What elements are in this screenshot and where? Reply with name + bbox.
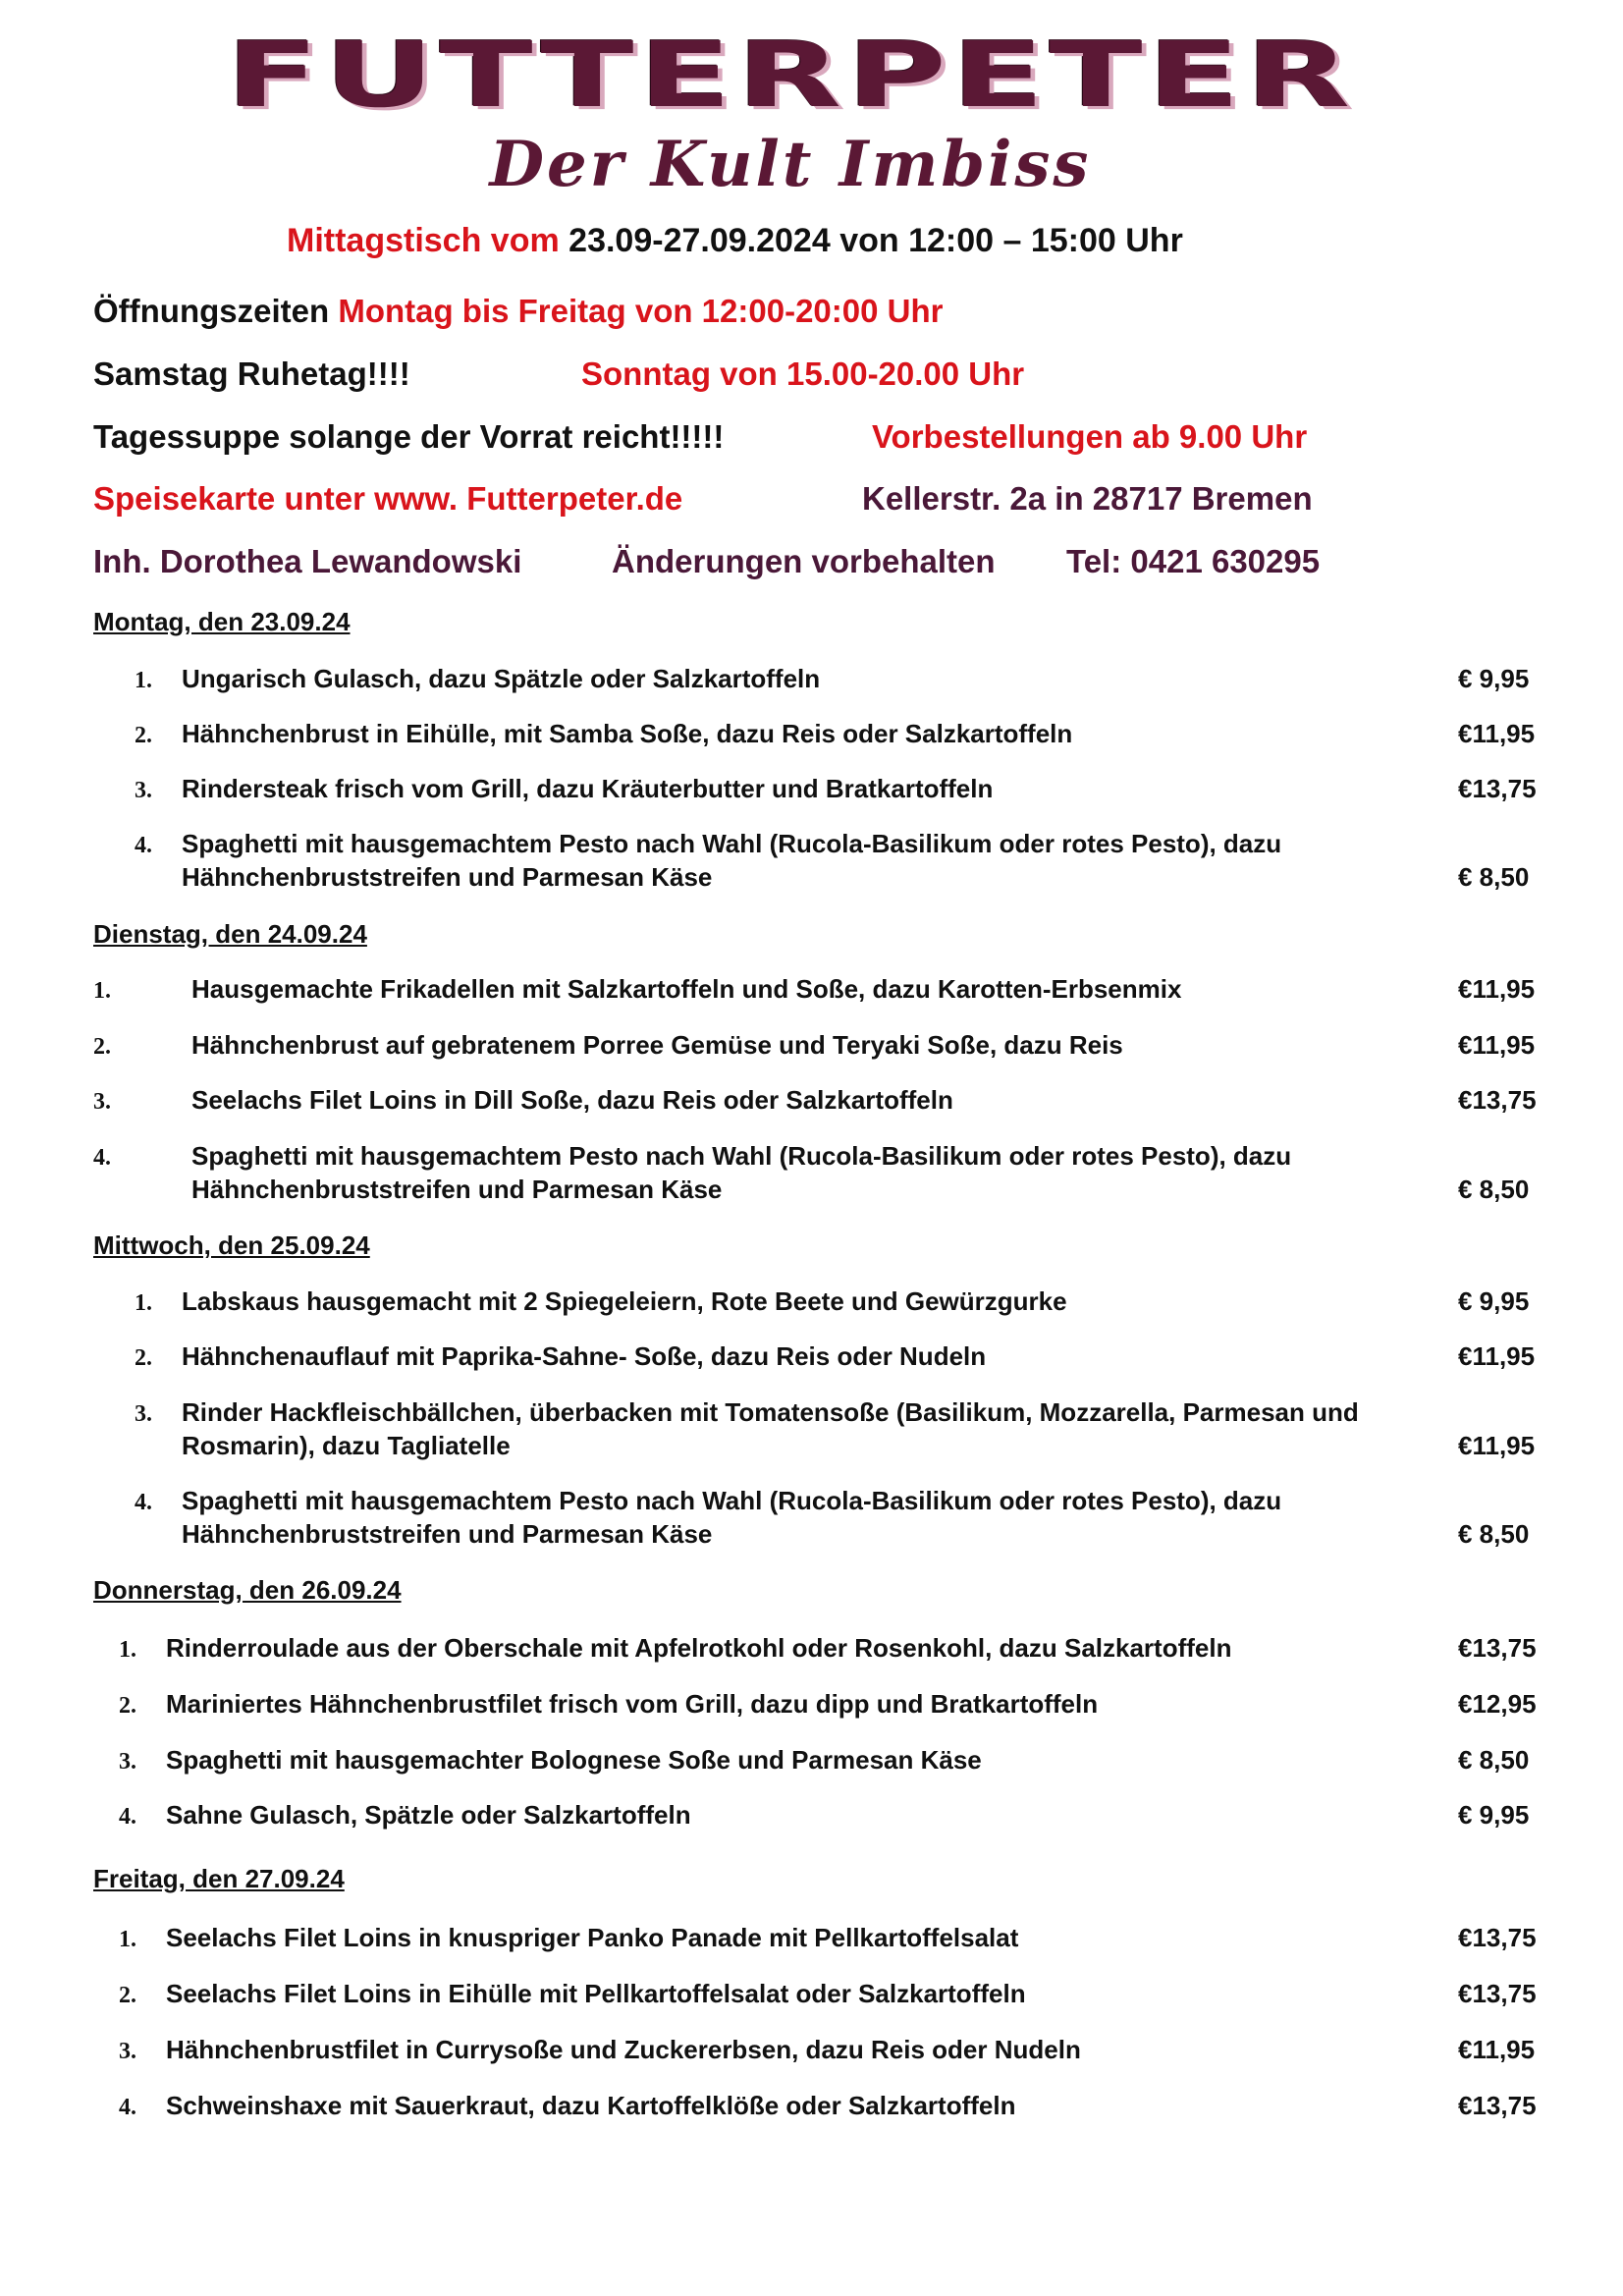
day-heading-dienstag: Dienstag, den 24.09.24 xyxy=(93,919,367,949)
menu-item-description: Hähnchenbruststreifen und Parmesan Käse xyxy=(182,862,713,892)
menu-item xyxy=(93,662,1546,695)
menu-item-number: 2. xyxy=(119,1693,136,1719)
saturday-text: Samstag Ruhetag!!!! xyxy=(93,355,410,392)
menu-item-number: 4. xyxy=(119,1804,136,1830)
menu-item-description: Rinder Hackfleischbällchen, überbacken mit Tomatensoße (Basilikum, Mozzarella, Parmesan und xyxy=(182,1397,1359,1427)
logo-title: FUTTERPETER xyxy=(225,22,1356,128)
menu-item-number: 2. xyxy=(135,723,152,748)
mittagstisch-line xyxy=(287,222,1183,260)
menu-item-description: Sahne Gulasch, Spätzle oder Salzkartoffeln xyxy=(166,1800,691,1830)
menu-item xyxy=(93,772,1546,805)
mittagstisch-label: Mittagstisch vom xyxy=(287,222,560,259)
opening-label: Öffnungszeiten xyxy=(93,293,330,329)
menu-item xyxy=(93,1921,1546,1954)
menu-item-number: 3. xyxy=(93,1089,111,1115)
menu-item-price: €13,75 xyxy=(1458,774,1537,803)
menu-item xyxy=(93,1631,1546,1665)
menu-item-description: Schweinshaxe mit Sauerkraut, dazu Kartoffelklöße oder Salzkartoffeln xyxy=(166,2091,1016,2120)
phone-text: Tel: 0421 630295 xyxy=(1066,543,1321,579)
menu-item-number: 3. xyxy=(119,1749,136,1775)
menu-item-number: 3. xyxy=(119,2039,136,2064)
menu-item-price: € 8,50 xyxy=(1458,1519,1530,1549)
menu-item-price: €13,75 xyxy=(1458,1085,1537,1115)
menu-item xyxy=(93,1484,1546,1551)
menu-item-price: €11,95 xyxy=(1458,1431,1536,1460)
menu-item xyxy=(93,972,1546,1006)
menu-item xyxy=(93,1687,1546,1721)
menu-item-price: € 9,95 xyxy=(1458,1800,1530,1830)
menu-item-number: 2. xyxy=(93,1034,111,1060)
menu-item-price: € 8,50 xyxy=(1458,1175,1530,1204)
menu-item-description: Rindersteak frisch vom Grill, dazu Kräuterbutter und Bratkartoffeln xyxy=(182,774,994,803)
menu-item-description: Ungarisch Gulasch, dazu Spätzle oder Salzkartoffeln xyxy=(182,664,821,693)
menu-item-description: Spaghetti mit hausgemachtem Pesto nach Wahl (Rucola-Basilikum oder rotes Pesto), dazu xyxy=(182,829,1282,858)
menu-item-number: 4. xyxy=(135,1490,152,1515)
menu-item-price: €13,75 xyxy=(1458,1923,1537,1952)
menu-item-description: Seelachs Filet Loins in Dill Soße, dazu Reis oder Salzkartoffeln xyxy=(191,1085,953,1115)
menu-item-number: 1. xyxy=(135,668,152,693)
menu-item-description: Spaghetti mit hausgemachtem Pesto nach Wahl (Rucola-Basilikum oder rotes Pesto), dazu xyxy=(191,1141,1292,1171)
day-heading-donnerstag: Donnerstag, den 26.09.24 xyxy=(93,1575,402,1605)
opening-value: Montag bis Freitag von 12:00-20:00 Uhr xyxy=(338,293,944,329)
menu-item xyxy=(93,2033,1546,2066)
menu-item-description: Hähnchenbrust in Eihülle, mit Samba Soße, dazu Reis oder Salzkartoffeln xyxy=(182,719,1073,748)
menu-item-number: 2. xyxy=(119,1983,136,2008)
menu-item-price: €11,95 xyxy=(1458,974,1536,1004)
menu-item-price: € 9,95 xyxy=(1458,1286,1530,1316)
mittagstisch-dates: 23.09-27.09.2024 von 12:00 – 15:00 Uhr xyxy=(568,222,1183,259)
day-heading-montag: Montag, den 23.09.24 xyxy=(93,607,351,636)
owner-text: Inh. Dorothea Lewandowski xyxy=(93,543,522,579)
opening-hours-line xyxy=(93,293,943,330)
day-heading-mittwoch: Mittwoch, den 25.09.24 xyxy=(93,1230,370,1260)
menu-item-description: Seelachs Filet Loins in Eihülle mit Pellkartoffelsalat oder Salzkartoffeln xyxy=(166,1979,1026,2008)
menu-item-description: Hähnchenbrust auf gebratenem Porree Gemüse und Teryaki Soße, dazu Reis xyxy=(191,1030,1123,1060)
menu-item-description: Labskaus hausgemacht mit 2 Spiegeleiern, Rote Beete und Gewürzgurke xyxy=(182,1286,1067,1316)
menu-item-description: Mariniertes Hähnchenbrustfilet frisch vom Grill, dazu dipp und Bratkartoffeln xyxy=(166,1689,1099,1719)
day-heading-freitag: Freitag, den 27.09.24 xyxy=(93,1864,345,1893)
menu-item xyxy=(93,1285,1546,1318)
menu-item-price: € 8,50 xyxy=(1458,1745,1530,1775)
menu-item-price: €11,95 xyxy=(1458,1341,1536,1371)
menu-item-price: €11,95 xyxy=(1458,1030,1536,1060)
menu-item-description: Hausgemachte Frikadellen mit Salzkartoffeln und Soße, dazu Karotten-Erbsenmix xyxy=(191,974,1182,1004)
menu-item-price: € 8,50 xyxy=(1458,862,1530,892)
logo-tagline: Der Kult Imbiss xyxy=(489,128,1092,201)
logo xyxy=(79,22,1502,201)
address-text: Kellerstr. 2a in 28717 Bremen xyxy=(862,480,1313,517)
menu-item-description: Hähnchenauflauf mit Paprika-Sahne- Soße, dazu Reis oder Nudeln xyxy=(182,1341,987,1371)
menu-item-number: 4. xyxy=(135,833,152,858)
menu-item xyxy=(93,1028,1546,1062)
menu-item-number: 1. xyxy=(119,1637,136,1663)
menu-item-description: Seelachs Filet Loins in knuspriger Panko Panade mit Pellkartoffelsalat xyxy=(166,1923,1019,1952)
menu-item-number: 3. xyxy=(135,778,152,803)
soup-text: Tagessuppe solange der Vorrat reicht!!!!! xyxy=(93,418,725,455)
menu-item-number: 4. xyxy=(93,1145,111,1171)
menu-item-number: 1. xyxy=(93,978,111,1004)
menu-item-price: €13,75 xyxy=(1458,1979,1537,2008)
menu-item-description: Rosmarin), dazu Tagliatelle xyxy=(182,1431,511,1460)
changes-text: Änderungen vorbehalten xyxy=(612,543,996,579)
menu-item-number: 2. xyxy=(135,1345,152,1371)
menu-item-description: Spaghetti mit hausgemachtem Pesto nach Wahl (Rucola-Basilikum oder rotes Pesto), dazu xyxy=(182,1486,1282,1515)
menu-item-number: 4. xyxy=(119,2095,136,2120)
menu-item-description: Spaghetti mit hausgemachter Bolognese Soße und Parmesan Käse xyxy=(166,1745,982,1775)
menu-item-price: €12,95 xyxy=(1458,1689,1537,1719)
menu-item-price: €13,75 xyxy=(1458,2091,1537,2120)
menu-item xyxy=(93,2089,1546,2122)
menu-item xyxy=(93,1743,1546,1777)
menu-item xyxy=(93,1395,1546,1462)
menu-item xyxy=(93,1083,1546,1117)
menu-item-description: Rinderroulade aus der Oberschale mit Apfelrotkohl oder Rosenkohl, dazu Salzkartoffeln xyxy=(166,1633,1232,1663)
sunday-text: Sonntag von 15.00-20.00 Uhr xyxy=(581,355,1025,392)
menu-item-number: 1. xyxy=(119,1927,136,1952)
menu-link[interactable]: Speisekarte unter www. Futterpeter.de xyxy=(93,480,683,517)
menu-item-number: 3. xyxy=(135,1401,152,1427)
menu-item-number: 1. xyxy=(135,1290,152,1316)
menu-item-price: €11,95 xyxy=(1458,2035,1536,2064)
menu-item xyxy=(93,717,1546,750)
menu-item-price: € 9,95 xyxy=(1458,664,1530,693)
menu-item-price: €11,95 xyxy=(1458,719,1536,748)
menu-item xyxy=(93,1977,1546,2010)
menu-item-description: Hähnchenbruststreifen und Parmesan Käse xyxy=(191,1175,723,1204)
menu-item-price: €13,75 xyxy=(1458,1633,1537,1663)
menu-item xyxy=(93,827,1546,894)
menu-item-description: Hähnchenbrustfilet in Currysoße und Zuckererbsen, dazu Reis oder Nudeln xyxy=(166,2035,1081,2064)
preorder-text: Vorbestellungen ab 9.00 Uhr xyxy=(872,418,1308,455)
menu-item xyxy=(93,1339,1546,1373)
menu-item xyxy=(93,1798,1546,1831)
menu-item xyxy=(93,1139,1546,1206)
menu-item-description: Hähnchenbruststreifen und Parmesan Käse xyxy=(182,1519,713,1549)
